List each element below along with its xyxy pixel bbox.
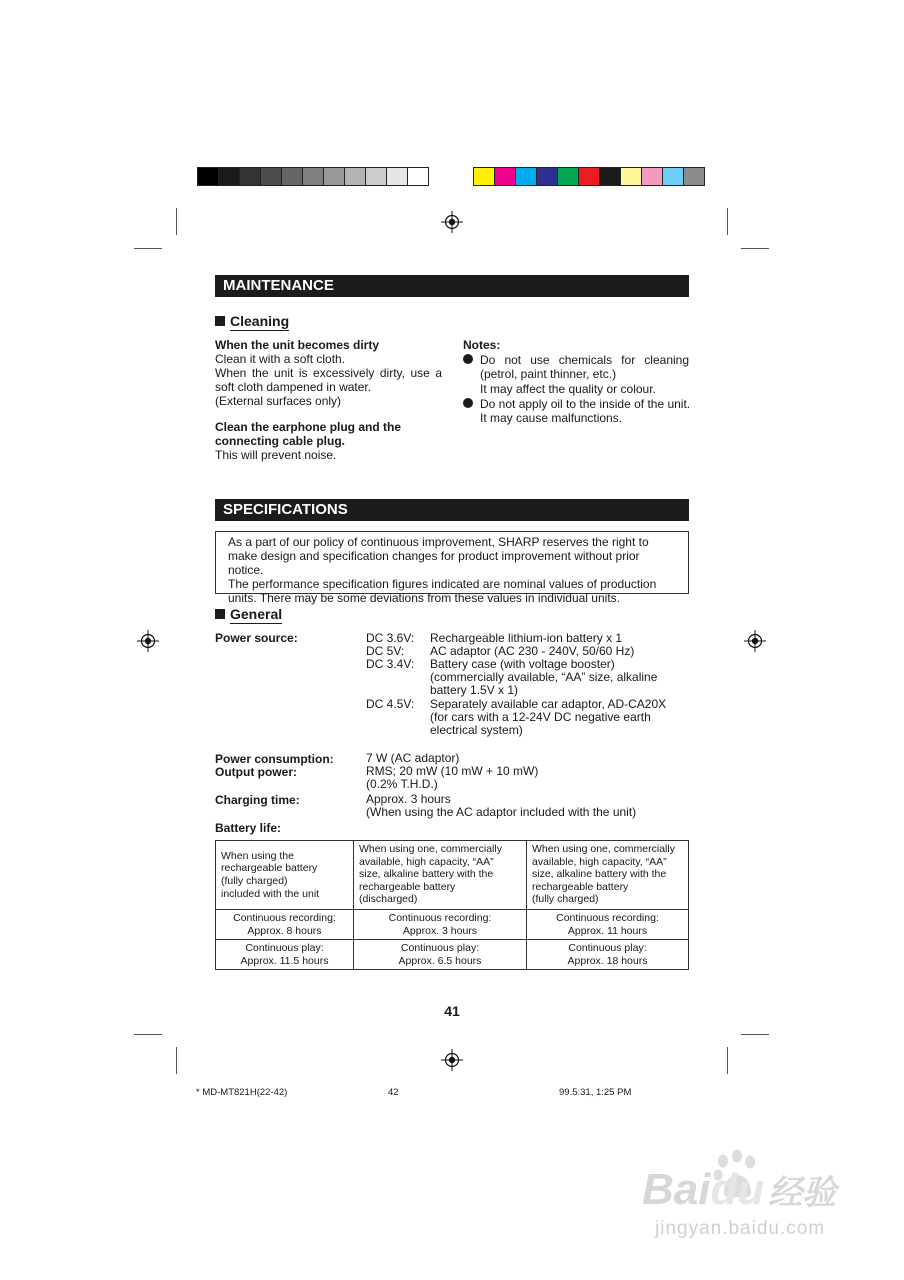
footer-date: 99.5.31, 1:25 PM [559,1087,632,1098]
plug-heading: Clean the earphone plug and the [215,420,402,434]
color-swatch [494,167,516,186]
specifications-section-title: SPECIFICATIONS [215,499,689,521]
table-header-cell: When using one, commercially available, high capacity, “AA” size, alkaline battery with the rechargeable battery (fully charged) [527,841,689,910]
crop-mark [134,1034,162,1035]
color-swatch [302,167,324,186]
color-swatch [197,167,219,186]
bullet-icon [463,354,473,364]
plug-heading: connecting cable plug. [215,434,346,448]
notice-line: As a part of our policy of continuous improvement, SHARP reserves the right to [228,535,649,549]
color-swatch [260,167,282,186]
dirty-line: When the unit is excessively dirty, use a [215,366,442,380]
crop-mark [741,1034,769,1035]
battery-life-table [215,840,689,970]
notice-line: make design and specification changes for product improvement without prior notice. [228,549,640,577]
crop-mark [727,1047,728,1074]
power-volt: DC 5V: [366,644,405,658]
maintenance-section-title: MAINTENANCE [215,275,689,297]
color-swatch [323,167,345,186]
power-desc: Separately available car adaptor, AD-CA20X [430,697,667,711]
color-swatch [557,167,579,186]
bullet-icon [463,398,473,408]
charging-time-value: (When using the AC adaptor included with the unit) [366,805,637,819]
color-swatch [599,167,621,186]
output-power-label: Output power: [215,765,297,779]
power-desc: battery 1.5V x 1) [430,683,519,697]
note-line: (petrol, paint thinner, etc.) [480,367,617,381]
note-line: Do not use chemicals for cleaning [480,353,689,367]
power-desc: (for cars with a 12-24V DC negative earth [430,710,651,724]
policy-notice-box [215,531,689,605]
color-swatch [386,167,408,186]
dirty-line: (External surfaces only) [215,394,342,408]
cleaning-heading: Cleaning [215,313,289,329]
color-swatch [281,167,303,186]
general-heading: General [215,606,282,622]
table-header-cell: When using one, commercially available, high capacity, “AA” size, alkaline battery with the rechargeable battery (discharged) [354,841,527,910]
power-volt: DC 4.5V: [366,697,415,711]
power-desc: Battery case (with voltage booster) [430,657,615,671]
square-bullet-icon [215,316,225,326]
charging-time-label: Charging time: [215,793,300,807]
power-volt: DC 3.6V: [366,631,415,645]
crop-mark [727,208,728,235]
color-swatch [515,167,537,186]
note-line: Do not apply oil to the inside of the unit. [480,397,691,411]
notice-line: The performance specification figures indicated are nominal values of production [228,577,657,591]
power-desc: AC adaptor (AC 230 - 240V, 50/60 Hz) [430,644,635,658]
registration-target-icon [441,1049,463,1071]
notes-heading: Notes: [463,338,501,352]
table-cell: Continuous recording: Approx. 3 hours [354,910,527,940]
table-header-row [216,841,689,910]
table-cell: Continuous recording: Approx. 8 hours [216,910,354,940]
color-swatch [536,167,558,186]
watermark-brand: Baidu 经验 [642,1165,837,1214]
footer-sheet-number: 42 [388,1087,399,1098]
dirty-heading: When the unit becomes dirty [215,338,380,352]
color-swatch [620,167,642,186]
registration-target-icon [441,211,463,233]
battery-life-label: Battery life: [215,821,282,835]
note-line: It may affect the quality or colour. [480,382,656,396]
color-swatch [239,167,261,186]
charging-time-value: Approx. 3 hours [366,792,451,806]
color-swatch [344,167,366,186]
registration-target-icon [137,630,159,652]
power-consumption-value: 7 W (AC adaptor) [366,751,460,765]
power-desc: electrical system) [430,723,523,737]
power-volt: DC 3.4V: [366,657,415,671]
registration-target-icon [744,630,766,652]
color-swatch [218,167,240,186]
notice-line: units. There may be some deviations from these values in individual units. [228,591,620,605]
output-power-value: (0.2% T.H.D.) [366,777,438,791]
table-row [216,910,689,940]
color-swatch [578,167,600,186]
color-swatch [641,167,663,186]
dirty-line: Clean it with a soft cloth. [215,352,346,366]
table-cell: Continuous play: Approx. 18 hours [527,940,689,970]
table-cell: Continuous recording: Approx. 11 hours [527,910,689,940]
square-bullet-icon [215,609,225,619]
power-consumption-label: Power consumption: [215,752,334,766]
note-line: It may cause malfunctions. [480,411,623,425]
crop-mark [176,208,177,235]
color-swatch [473,167,495,186]
color-swatch [662,167,684,186]
crop-mark [176,1047,177,1074]
crop-mark [134,248,162,249]
color-swatch [683,167,705,186]
color-swatch [365,167,387,186]
page-number: 41 [444,1003,460,1019]
color-swatch [407,167,429,186]
watermark-url: jingyan.baidu.com [655,1218,826,1239]
plug-text: This will prevent noise. [215,448,337,462]
table-cell: Continuous play: Approx. 11.5 hours [216,940,354,970]
dirty-line: soft cloth dampened in water. [215,380,372,394]
power-desc: Rechargeable lithium-ion battery x 1 [430,631,623,645]
power-source-label: Power source: [215,631,298,645]
table-cell: Continuous play: Approx. 6.5 hours [354,940,527,970]
table-row [216,940,689,970]
output-power-value: RMS; 20 mW (10 mW + 10 mW) [366,764,539,778]
footer-file-name: * MD-MT821H(22-42) [196,1087,288,1098]
power-desc: (commercially available, “AA” size, alkaline [430,670,658,684]
table-header-cell: When using the rechargeable battery (fully charged) included with the unit [216,841,354,910]
crop-mark [741,248,769,249]
